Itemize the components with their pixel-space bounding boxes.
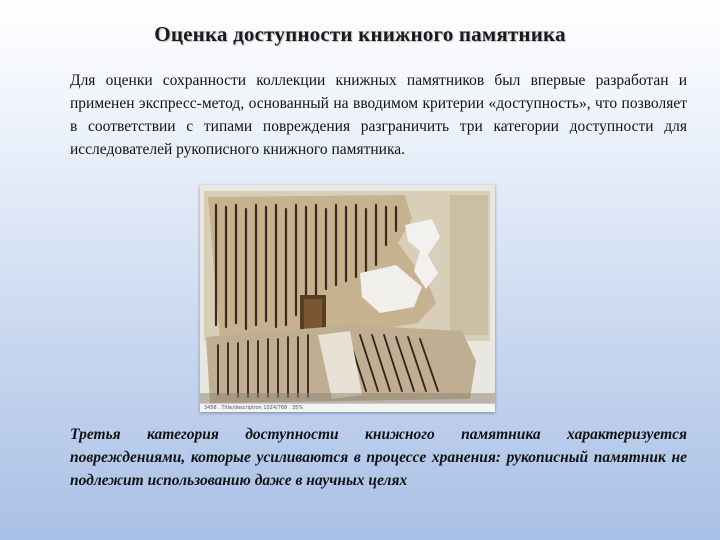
- conclusion-paragraph: Третья категория доступности книжного памятника характеризуется повреждениями, которые усиливаются в процессе хранения: рукописный памятник не подлежит использованию даже в научных целях: [70, 426, 687, 489]
- photo-caption: 3456 . Title/description 1024/768 . 35%: [200, 403, 495, 412]
- manuscript-photo: [200, 185, 495, 412]
- slide-title: Оценка доступности книжного памятника: [154, 22, 566, 46]
- damaged-manuscript-image: [200, 185, 495, 412]
- intro-paragraph: Для оценки сохранности коллекции книжных памятников был впервые разработан и применен экспресс-метод, основанный на вводимом критерии «доступность», что позволяет в соответствии с типами повреждения разграничить три категории доступности для исследователей рукописного книжного памятника.: [70, 72, 687, 158]
